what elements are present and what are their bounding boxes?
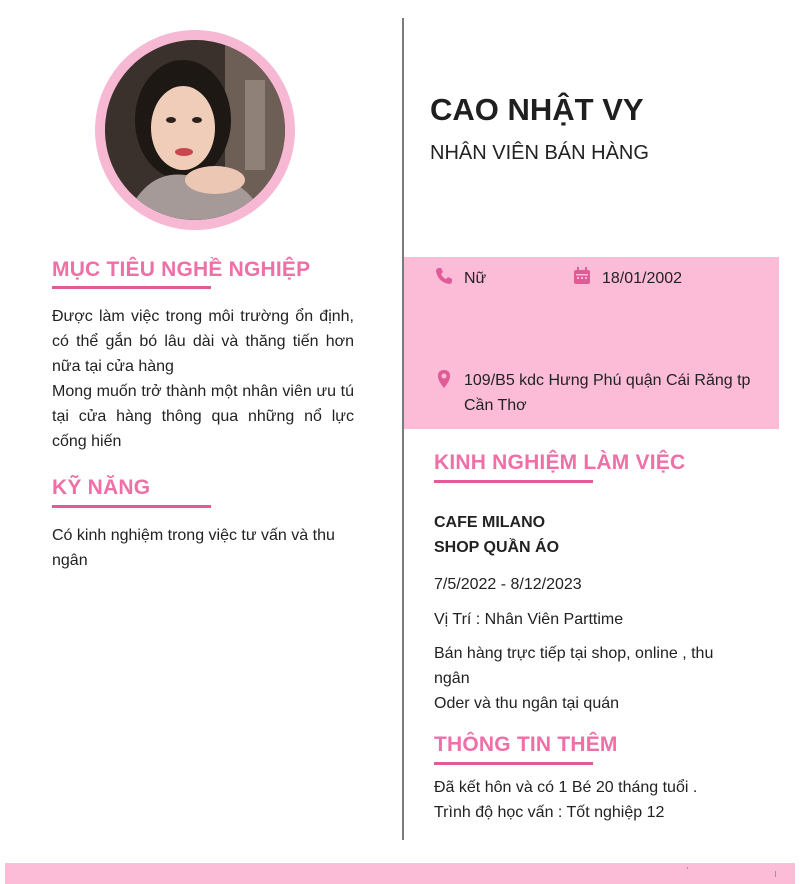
experience-underline [434, 480, 593, 483]
skills-title: KỸ NĂNG [52, 476, 151, 499]
footer-mark [775, 871, 776, 877]
career-goal-title: MỤC TIÊU NGHỀ NGHIỆP [52, 258, 311, 281]
job-title: NHÂN VIÊN BÁN HÀNG [430, 142, 649, 164]
company-name-2: SHOP QUẦN ÁO [434, 539, 560, 556]
address-value: 109/B5 kdc Hưng Phú quận Cái Răng tp Cần Thơ [464, 372, 751, 414]
personal-info-box [404, 257, 779, 429]
skills-text: Có kinh nghiệm trong việc tư vấn và thu ngân [52, 527, 335, 569]
footer-bar [5, 863, 795, 884]
work-duty-1: Bán hàng trực tiếp tại shop, online , thu ngân [434, 645, 714, 687]
work-period: 7/5/2022 - 8/12/2023 [434, 576, 582, 593]
skills-underline [52, 505, 211, 508]
additional-info-text-1: Đã kết hôn và có 1 Bé 20 tháng tuổi . [434, 779, 698, 796]
company-name-1: CAFE MILANO [434, 514, 546, 531]
profile-photo [105, 40, 285, 220]
profile-photo-frame [95, 30, 295, 230]
additional-info-underline [434, 762, 593, 765]
portrait-illustration [105, 40, 285, 220]
gender-value: Nữ [464, 270, 487, 287]
career-goal-text-1: Được làm việc trong môi trường ổn định, có thể gắn bó lâu dài và thăng tiến hơn nữa tại cửa hàng [52, 308, 354, 375]
experience-title: KINH NGHIỆM LÀM VIỆC [434, 451, 686, 474]
candidate-name: CAO NHẬT VY [430, 92, 644, 127]
footer-mark [687, 867, 688, 869]
work-position: Vị Trí : Nhân Viên Parttime [434, 611, 624, 628]
career-goal-underline [52, 286, 211, 289]
birthday-value: 18/01/2002 [602, 270, 683, 287]
phone-icon [434, 266, 454, 286]
additional-info-text-2: Trình độ học vấn : Tốt nghiệp 12 [434, 804, 665, 821]
calendar-icon [572, 266, 592, 286]
column-divider [402, 18, 404, 840]
career-goal-text-2: Mong muốn trở thành một nhân viên ưu tú tại cửa hàng thông qua những nổ lực cống hiến [52, 383, 354, 450]
additional-info-title: THÔNG TIN THÊM [434, 733, 618, 756]
location-pin-icon [434, 369, 454, 389]
work-duty-2: Oder và thu ngân tại quán [434, 695, 620, 712]
